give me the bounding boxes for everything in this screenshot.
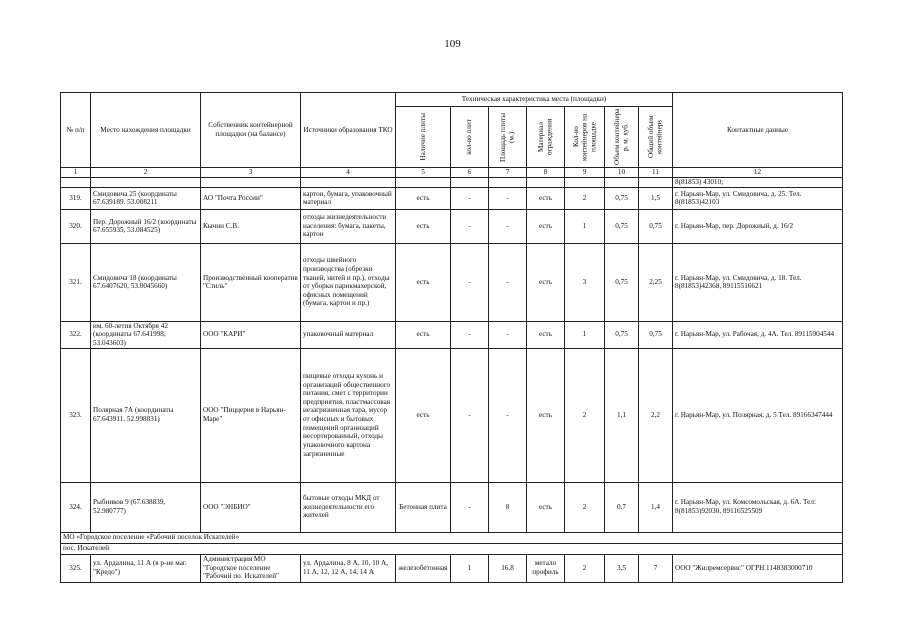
cell-plate-count: - bbox=[451, 321, 489, 348]
cell-place: Смидовича 25 (координаты 67.639189. 53.008211 bbox=[91, 187, 201, 209]
cell-plate-area: - bbox=[489, 243, 527, 321]
empty-cell bbox=[605, 178, 639, 188]
cell-place: им. 60-летия Октября 42 (координаты 67.641998, 53.043603) bbox=[91, 321, 201, 348]
cell-plate-area: - bbox=[489, 348, 527, 482]
cell-place: Рыбников 9 (67.638839, 52.980777) bbox=[91, 482, 201, 532]
header-tech: Техническая характеристика места (площадки) bbox=[396, 93, 673, 107]
col-number: 2 bbox=[91, 168, 201, 178]
cell-contact: г. Нарьян-Мар, ул. Смидовича, д. 25. Тел. 8(81853)42103 bbox=[673, 187, 843, 209]
header-plate-area: Площадь плиты (м.) bbox=[489, 107, 527, 168]
cell-contact: г. Нарьян-Мар, ул. Смидовича, д. 18. Тел. 8(81853)42368, 89115516621 bbox=[673, 243, 843, 321]
cell-container-count: 1 bbox=[565, 209, 605, 243]
cell-owner: ООО "КАРИ" bbox=[201, 321, 301, 348]
cell-plate: есть bbox=[396, 187, 451, 209]
header-total-volume: Общий объем контейнерs bbox=[639, 107, 673, 168]
col-number: 6 bbox=[451, 168, 489, 178]
cell-container-count: 3 bbox=[565, 243, 605, 321]
cell-fence: есть bbox=[527, 348, 565, 482]
cell-container-count: 2 bbox=[565, 554, 605, 582]
cell-no: 324. bbox=[61, 482, 91, 532]
table-row bbox=[61, 482, 843, 532]
empty-cell bbox=[301, 178, 396, 188]
cell-no: 321. bbox=[61, 243, 91, 321]
cell-no: 323. bbox=[61, 348, 91, 482]
cell-total-volume: 0,75 bbox=[639, 321, 673, 348]
empty-cell bbox=[201, 178, 301, 188]
empty-cell bbox=[91, 178, 201, 188]
header-place: Место нахождения площадки bbox=[91, 93, 201, 168]
cell-contact: г. Нарьян-Мар, пер. Дорожный, д. 16/2 bbox=[673, 209, 843, 243]
cell-container-volume: 0,7 bbox=[605, 482, 639, 532]
cell-fence: есть bbox=[527, 482, 565, 532]
cell-total-volume: 1,4 bbox=[639, 482, 673, 532]
col-number: 8 bbox=[527, 168, 565, 178]
cell-source: упаковочный материал bbox=[301, 321, 396, 348]
cell-plate: есть bbox=[396, 321, 451, 348]
table-row bbox=[61, 209, 843, 243]
cell-plate-area: 16,8 bbox=[489, 554, 527, 582]
cell-place: ул. Ардалина, 11 А (в р-не маг. "Кредо") bbox=[91, 554, 201, 582]
cell-plate: есть bbox=[396, 209, 451, 243]
cell-plate-area: - bbox=[489, 321, 527, 348]
cell-owner: Производственный кооператив "Стиль" bbox=[201, 243, 301, 321]
cell-plate: железобетонная bbox=[396, 554, 451, 582]
section-row-pos bbox=[61, 543, 843, 554]
table-row bbox=[61, 321, 843, 348]
section-pos: пос. Искателей bbox=[61, 543, 843, 554]
cell-fence: есть bbox=[527, 209, 565, 243]
table-row bbox=[61, 348, 843, 482]
cell-owner: Кычин С.В. bbox=[201, 209, 301, 243]
header-contact: Контактные данные bbox=[673, 93, 843, 168]
header-plate-count: кол-во плит bbox=[451, 107, 489, 168]
cell-total-volume: 1,5 bbox=[639, 187, 673, 209]
cell-source: пищевые отходы кухонь и организаций общественного питания, смет с территории предприятия, пластмассовая незагрязненная тара, мусор от офисных и бытовых помещений организаций несортированный, отходы упаковочного картона загрязненные bbox=[301, 348, 396, 482]
cell-container-volume: 0,75 bbox=[605, 321, 639, 348]
empty-cell bbox=[527, 178, 565, 188]
cell-container-volume: 0,75 bbox=[605, 243, 639, 321]
cell-plate-area: - bbox=[489, 187, 527, 209]
col-number: 11 bbox=[639, 168, 673, 178]
cell-container-volume: 0,75 bbox=[605, 209, 639, 243]
cell-owner: ООО "Пиццерия в Нарьян-Маре" bbox=[201, 348, 301, 482]
cell-source: ул. Ардалина, 8 А, 10, 10 А, 11 А, 12, 12 А, 14, 14 А bbox=[301, 554, 396, 582]
col-number: 12 bbox=[673, 168, 843, 178]
cell-container-count: 1 bbox=[565, 321, 605, 348]
cell-no: 319. bbox=[61, 187, 91, 209]
page-number: 109 bbox=[444, 38, 461, 50]
header-container-volume: Объем контейнера р. м. куб. bbox=[605, 107, 639, 168]
cell-owner: Администрация МО "Городское поселение "Рабочий по. Искателей" bbox=[201, 554, 301, 582]
table-row bbox=[61, 554, 843, 582]
cell-total-volume: 0,75 bbox=[639, 209, 673, 243]
cell-place: Смидовича 18 (координаты 67.6407620, 53.0045660) bbox=[91, 243, 201, 321]
cell-source: отходы жизнедеятельности населения: бумага, пакеты, картон bbox=[301, 209, 396, 243]
cell-plate-count: - bbox=[451, 482, 489, 532]
cell-plate-area: - bbox=[489, 209, 527, 243]
cell-plate-count: - bbox=[451, 243, 489, 321]
cell-plate-count: - bbox=[451, 348, 489, 482]
table-row bbox=[61, 187, 843, 209]
cell-plate: есть bbox=[396, 348, 451, 482]
empty-cell bbox=[396, 178, 451, 188]
cell-no: 322. bbox=[61, 321, 91, 348]
cell-total-volume: 7 bbox=[639, 554, 673, 582]
empty-cell bbox=[489, 178, 527, 188]
cell-fence: есть bbox=[527, 243, 565, 321]
container-sites-table bbox=[60, 92, 843, 583]
cell-owner: АО "Почта России" bbox=[201, 187, 301, 209]
cell-fence: есть bbox=[527, 187, 565, 209]
cell-place: Пер. Дорожный 16/2 (координаты 67.655935, 53.084525) bbox=[91, 209, 201, 243]
header-source: Источники образования ТКО bbox=[301, 93, 396, 168]
col-number: 1 bbox=[61, 168, 91, 178]
cell-total-volume: 2,2 bbox=[639, 348, 673, 482]
cell-plate-count: - bbox=[451, 187, 489, 209]
col-number: 10 bbox=[605, 168, 639, 178]
cell-plate-count: - bbox=[451, 209, 489, 243]
cell-source: картон, бумага, упаковочный материал bbox=[301, 187, 396, 209]
cell-place: Полярная 7А (координаты 67.643911. 52.998831) bbox=[91, 348, 201, 482]
cell-source: отходы швейного производства (обрезки тканей, нитей и пр.), отходы от уборки парикмахерской, офисных помещений (бумага, картон и пр.) bbox=[301, 243, 396, 321]
cell-plate-count: 1 bbox=[451, 554, 489, 582]
section-row-mo bbox=[61, 532, 843, 543]
table-row bbox=[61, 243, 843, 321]
cell-total-volume: 2,25 bbox=[639, 243, 673, 321]
cell-no: 325. bbox=[61, 554, 91, 582]
carry-over-row bbox=[61, 178, 843, 188]
col-number: 9 bbox=[565, 168, 605, 178]
cell-container-volume: 0,75 bbox=[605, 187, 639, 209]
cell-contact: г. Нарьян-Мар, ул. Комсомольская, д. 6А. Тел: 8(81853)92030, 89116525509 bbox=[673, 482, 843, 532]
cell-plate: Бетонная плита bbox=[396, 482, 451, 532]
header-owner: Собственник контейнерной площадки (на балансе) bbox=[201, 93, 301, 168]
cell-container-volume: 1,1 bbox=[605, 348, 639, 482]
cell-fence: метало профиль bbox=[527, 554, 565, 582]
column-number-row bbox=[61, 168, 843, 178]
header-plate: Наличие плиты bbox=[396, 107, 451, 168]
header-fence: Материал ограждения bbox=[527, 107, 565, 168]
cell-container-count: 2 bbox=[565, 187, 605, 209]
empty-cell bbox=[61, 178, 91, 188]
empty-cell bbox=[565, 178, 605, 188]
cell-contact: г. Нарьян-Мар, ул. Полярная, д. 5 Тел. 89166347444 bbox=[673, 348, 843, 482]
cell-contact: ООО "Жилремсервис" ОГРН 1148383000710 bbox=[673, 554, 843, 582]
cell-fence: есть bbox=[527, 321, 565, 348]
col-number: 4 bbox=[301, 168, 396, 178]
header-no: № п/п bbox=[61, 93, 91, 168]
col-number: 5 bbox=[396, 168, 451, 178]
cell-plate-area: 8 bbox=[489, 482, 527, 532]
cell-no: 320. bbox=[61, 209, 91, 243]
cell-source: бытовые отходы МКД от жизнедеятельности его жителей bbox=[301, 482, 396, 532]
cell-contact: г. Нарьян-Мар, ул. Рабочая, д. 4А. Тел. 89115904544 bbox=[673, 321, 843, 348]
table-body bbox=[61, 178, 843, 533]
header-container-count: Кол-во контейнеров на площадке bbox=[565, 107, 605, 168]
empty-cell bbox=[451, 178, 489, 188]
cell-contact-carry: 8(81853) 43010; bbox=[673, 178, 843, 188]
cell-owner: ООО "ЭНБИО" bbox=[201, 482, 301, 532]
section-mo: МО «Городское поселение «Рабочий поселок Искателей» bbox=[61, 532, 843, 543]
col-number: 7 bbox=[489, 168, 527, 178]
cell-container-volume: 3,5 bbox=[605, 554, 639, 582]
col-number: 3 bbox=[201, 168, 301, 178]
cell-plate: есть bbox=[396, 243, 451, 321]
cell-container-count: 2 bbox=[565, 348, 605, 482]
cell-container-count: 2 bbox=[565, 482, 605, 532]
empty-cell bbox=[639, 178, 673, 188]
